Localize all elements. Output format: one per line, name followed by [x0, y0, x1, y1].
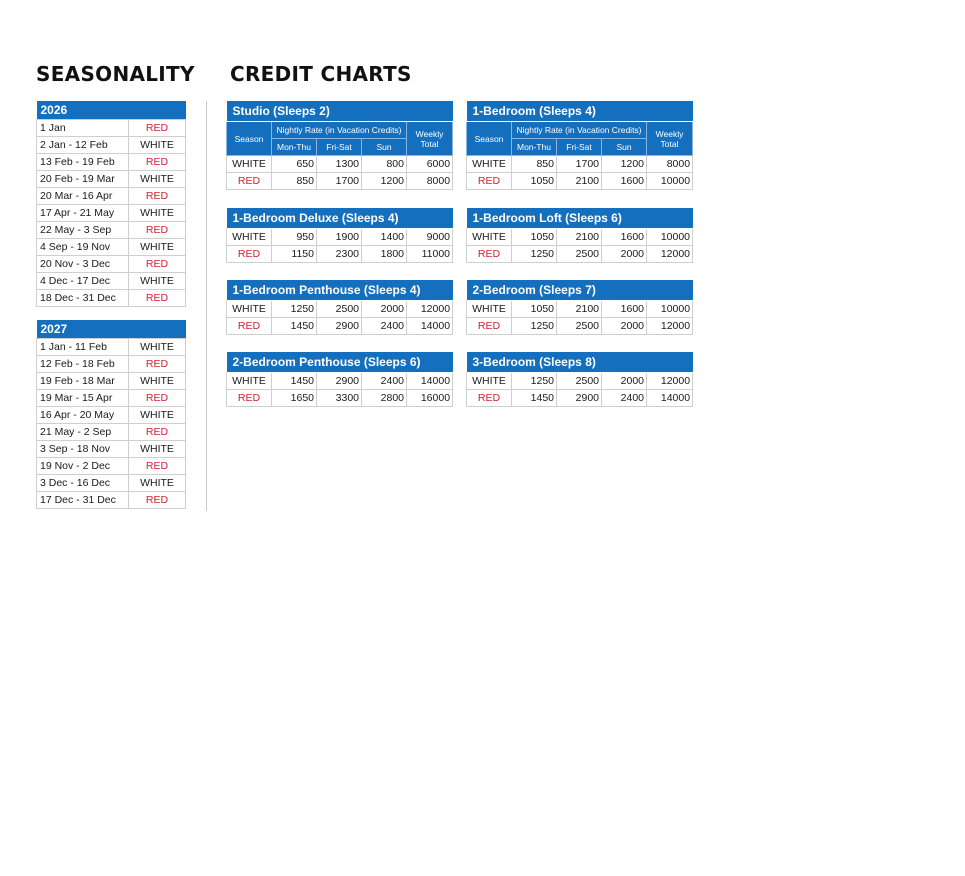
rate-value: 2900	[317, 318, 362, 335]
weekly-total-header: Weekly Total	[647, 122, 693, 156]
rate-season: RED	[227, 173, 272, 190]
season-value: WHITE	[129, 373, 186, 390]
rate-row	[227, 318, 453, 335]
season-value: RED	[129, 188, 186, 205]
rate-value: 8000	[407, 173, 453, 190]
rate-value: 1250	[512, 373, 557, 390]
rate-value: 950	[272, 229, 317, 246]
season-year: 2027	[37, 320, 186, 339]
season-value: RED	[129, 154, 186, 171]
season-value: WHITE	[129, 407, 186, 424]
rate-value: 14000	[407, 318, 453, 335]
seasonality-heading: SEASONALITY	[36, 62, 195, 86]
rate-title-row	[227, 208, 453, 229]
rate-row	[467, 390, 693, 407]
unit-title: 2-Bedroom Penthouse (Sleeps 6)	[227, 352, 453, 373]
rate-season: WHITE	[467, 156, 512, 173]
rate-table	[226, 280, 453, 335]
season-dates: 4 Sep - 19 Nov	[37, 239, 129, 256]
rate-value: 2100	[557, 173, 602, 190]
season-year-header	[37, 101, 186, 120]
season-dates: 21 May - 2 Sep	[37, 424, 129, 441]
day-col-header: Fri-Sat	[317, 139, 362, 156]
rate-row	[227, 390, 453, 407]
rate-value: 1300	[317, 156, 362, 173]
season-row	[37, 256, 186, 273]
rate-header-row	[467, 122, 693, 139]
season-dates: 1 Jan	[37, 120, 129, 137]
unit-title: 3-Bedroom (Sleeps 8)	[467, 352, 693, 373]
season-dates: 3 Dec - 16 Dec	[37, 475, 129, 492]
season-row	[37, 273, 186, 290]
rate-row	[467, 301, 693, 318]
rate-table	[226, 352, 453, 407]
rate-title-row	[467, 208, 693, 229]
rate-row	[227, 301, 453, 318]
season-row	[37, 390, 186, 407]
season-value: RED	[129, 492, 186, 509]
rate-season: RED	[467, 173, 512, 190]
season-year-header	[37, 320, 186, 339]
season-row	[37, 458, 186, 475]
unit-title: 1-Bedroom Loft (Sleeps 6)	[467, 208, 693, 229]
season-dates: 17 Dec - 31 Dec	[37, 492, 129, 509]
section-divider	[206, 101, 207, 511]
rate-title-row	[227, 352, 453, 373]
rate-season: RED	[227, 390, 272, 407]
rate-season: WHITE	[467, 229, 512, 246]
rate-season: RED	[467, 318, 512, 335]
season-dates: 20 Feb - 19 Mar	[37, 171, 129, 188]
rate-table	[466, 101, 693, 190]
season-row	[37, 356, 186, 373]
rate-title-row	[227, 280, 453, 301]
season-value: RED	[129, 424, 186, 441]
rate-value: 1050	[512, 173, 557, 190]
day-col-header: Mon-Thu	[272, 139, 317, 156]
season-row	[37, 424, 186, 441]
season-value: WHITE	[129, 339, 186, 356]
rate-value: 2400	[362, 373, 407, 390]
season-row	[37, 339, 186, 356]
rate-season: WHITE	[467, 373, 512, 390]
rate-value: 2800	[362, 390, 407, 407]
rate-value: 11000	[407, 246, 453, 263]
season-col-header: Season	[227, 122, 272, 156]
season-row	[37, 492, 186, 509]
rate-value: 2400	[362, 318, 407, 335]
rate-value: 1450	[272, 373, 317, 390]
rate-season: WHITE	[227, 229, 272, 246]
unit-title: Studio (Sleeps 2)	[227, 101, 453, 122]
nightly-rate-header: Nightly Rate (in Vacation Credits)	[512, 122, 647, 139]
rate-table	[466, 352, 693, 407]
season-value: RED	[129, 458, 186, 475]
season-dates: 20 Mar - 16 Apr	[37, 188, 129, 205]
rate-season: RED	[467, 246, 512, 263]
season-row	[37, 407, 186, 424]
weekly-total-header: Weekly Total	[407, 122, 453, 156]
rate-row	[467, 229, 693, 246]
rate-value: 1700	[557, 156, 602, 173]
day-col-header: Fri-Sat	[557, 139, 602, 156]
season-dates: 19 Feb - 18 Mar	[37, 373, 129, 390]
season-row	[37, 222, 186, 239]
rate-value: 9000	[407, 229, 453, 246]
rate-value: 1250	[512, 246, 557, 263]
rate-season: WHITE	[227, 301, 272, 318]
unit-title: 1-Bedroom Penthouse (Sleeps 4)	[227, 280, 453, 301]
rate-value: 12000	[407, 301, 453, 318]
season-value: WHITE	[129, 205, 186, 222]
season-row	[37, 373, 186, 390]
season-row	[37, 120, 186, 137]
rate-value: 8000	[647, 156, 693, 173]
rate-value: 1600	[602, 229, 647, 246]
season-row	[37, 171, 186, 188]
rate-value: 1600	[602, 301, 647, 318]
rate-table	[466, 208, 693, 263]
rate-value: 1700	[317, 173, 362, 190]
season-row	[37, 154, 186, 171]
season-dates: 17 Apr - 21 May	[37, 205, 129, 222]
rate-value: 1200	[602, 156, 647, 173]
rate-season: RED	[227, 246, 272, 263]
rate-value: 2000	[602, 246, 647, 263]
rate-value: 2500	[557, 246, 602, 263]
rate-table	[466, 280, 693, 335]
rate-value: 2000	[362, 301, 407, 318]
season-value: RED	[129, 256, 186, 273]
rate-value: 2900	[317, 373, 362, 390]
rate-title-row	[467, 101, 693, 122]
season-dates: 20 Nov - 3 Dec	[37, 256, 129, 273]
rate-row	[227, 156, 453, 173]
rate-value: 12000	[647, 373, 693, 390]
rate-value: 16000	[407, 390, 453, 407]
season-row	[37, 205, 186, 222]
season-value: WHITE	[129, 239, 186, 256]
rate-value: 1650	[272, 390, 317, 407]
rate-value: 2500	[557, 373, 602, 390]
credit-charts-heading: CREDIT CHARTS	[230, 62, 412, 86]
rate-value: 1050	[512, 229, 557, 246]
season-dates: 1 Jan - 11 Feb	[37, 339, 129, 356]
rate-header-row	[227, 122, 453, 139]
unit-title: 1-Bedroom (Sleeps 4)	[467, 101, 693, 122]
nightly-rate-header: Nightly Rate (in Vacation Credits)	[272, 122, 407, 139]
season-dates: 13 Feb - 19 Feb	[37, 154, 129, 171]
season-value: WHITE	[129, 475, 186, 492]
unit-title: 2-Bedroom (Sleeps 7)	[467, 280, 693, 301]
rate-value: 850	[272, 173, 317, 190]
season-dates: 4 Dec - 17 Dec	[37, 273, 129, 290]
season-value: WHITE	[129, 137, 186, 154]
rate-value: 1600	[602, 173, 647, 190]
rate-table	[226, 101, 453, 190]
rate-season: WHITE	[227, 373, 272, 390]
rate-value: 2100	[557, 229, 602, 246]
unit-title: 1-Bedroom Deluxe (Sleeps 4)	[227, 208, 453, 229]
season-table-2027	[36, 320, 186, 509]
rate-value: 12000	[647, 318, 693, 335]
rate-row	[467, 373, 693, 390]
rate-value: 2900	[557, 390, 602, 407]
rate-value: 10000	[647, 229, 693, 246]
rate-season: RED	[227, 318, 272, 335]
rate-season: WHITE	[467, 301, 512, 318]
season-row	[37, 475, 186, 492]
rate-value: 1800	[362, 246, 407, 263]
rate-value: 6000	[407, 156, 453, 173]
season-value: WHITE	[129, 273, 186, 290]
rate-value: 3300	[317, 390, 362, 407]
rate-value: 1250	[272, 301, 317, 318]
season-value: RED	[129, 290, 186, 307]
season-row	[37, 188, 186, 205]
rate-value: 10000	[647, 301, 693, 318]
rate-value: 2100	[557, 301, 602, 318]
rate-value: 1200	[362, 173, 407, 190]
season-dates: 18 Dec - 31 Dec	[37, 290, 129, 307]
season-dates: 2 Jan - 12 Feb	[37, 137, 129, 154]
rate-value: 1150	[272, 246, 317, 263]
rate-table	[226, 208, 453, 263]
rate-value: 2000	[602, 318, 647, 335]
rate-season: RED	[467, 390, 512, 407]
rate-value: 14000	[647, 390, 693, 407]
rate-value: 12000	[647, 246, 693, 263]
rate-row	[467, 246, 693, 263]
rate-value: 1450	[272, 318, 317, 335]
day-col-header: Sun	[602, 139, 647, 156]
season-year: 2026	[37, 101, 186, 120]
rate-row	[227, 173, 453, 190]
rate-value: 1250	[512, 318, 557, 335]
season-dates: 16 Apr - 20 May	[37, 407, 129, 424]
rate-value: 1050	[512, 301, 557, 318]
rate-value: 2300	[317, 246, 362, 263]
season-dates: 22 May - 3 Sep	[37, 222, 129, 239]
day-col-header: Mon-Thu	[512, 139, 557, 156]
rate-row	[227, 373, 453, 390]
rate-row	[467, 318, 693, 335]
season-col-header: Season	[467, 122, 512, 156]
rate-value: 650	[272, 156, 317, 173]
rate-row	[467, 173, 693, 190]
rate-value: 2000	[602, 373, 647, 390]
season-value: RED	[129, 120, 186, 137]
season-row	[37, 441, 186, 458]
season-table-2026	[36, 101, 186, 307]
season-dates: 19 Nov - 2 Dec	[37, 458, 129, 475]
rate-value: 1450	[512, 390, 557, 407]
season-dates: 3 Sep - 18 Nov	[37, 441, 129, 458]
season-row	[37, 290, 186, 307]
rate-value: 10000	[647, 173, 693, 190]
season-value: RED	[129, 222, 186, 239]
rate-title-row	[227, 101, 453, 122]
rate-value: 2500	[557, 318, 602, 335]
season-value: WHITE	[129, 441, 186, 458]
rate-row	[227, 246, 453, 263]
season-dates: 19 Mar - 15 Apr	[37, 390, 129, 407]
rate-value: 1900	[317, 229, 362, 246]
season-row	[37, 239, 186, 256]
rate-value: 850	[512, 156, 557, 173]
rate-row	[227, 229, 453, 246]
season-value: RED	[129, 390, 186, 407]
rate-season: WHITE	[227, 156, 272, 173]
rate-title-row	[467, 352, 693, 373]
rate-row	[467, 156, 693, 173]
season-dates: 12 Feb - 18 Feb	[37, 356, 129, 373]
season-row	[37, 137, 186, 154]
rate-value: 14000	[407, 373, 453, 390]
day-col-header: Sun	[362, 139, 407, 156]
rate-value: 2400	[602, 390, 647, 407]
rate-value: 800	[362, 156, 407, 173]
season-value: RED	[129, 356, 186, 373]
season-value: WHITE	[129, 171, 186, 188]
rate-value: 2500	[317, 301, 362, 318]
rate-value: 1400	[362, 229, 407, 246]
rate-title-row	[467, 280, 693, 301]
